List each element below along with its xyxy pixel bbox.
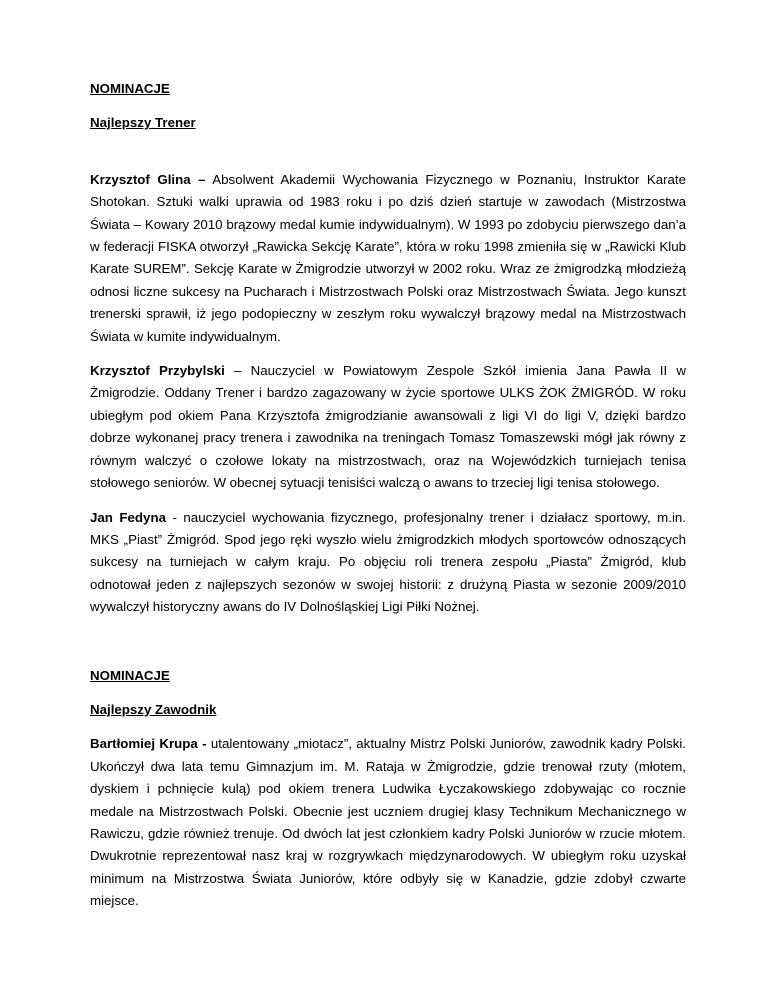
document-page <box>90 78 686 925</box>
nominee-name: Krzysztof Glina – <box>90 171 206 187</box>
nominee-entry <box>90 507 686 619</box>
nominee-name: Jan Fedyna <box>90 509 166 525</box>
section-spacer <box>90 631 686 665</box>
nominee-name: Krzysztof Przybylski <box>90 363 225 379</box>
section-best-athlete <box>90 665 686 913</box>
nominee-description: utalentowany „miotacz”, aktualny Mistrz Polski Juniorów, zawodnik kadry Polski. Ukończył dwa lata temu Gimnazjum im. M. Rataja w Żmigrodzie, gdzie trenował rzuty (młotem, dyskiem i pchnięcie kulą) pod okiem trenera Ludwika Łyczakowskiego zdobywając co rocznie medale na Mistrzostwach Polski. Obecnie jest uczniem drugiej klasy Technikum Mechanicznego w Rawiczu, gdzie również trenuje. Od dwóch lat jest członkiem kadry Polski Juniorów w rzucie młotem. Dwukrotnie reprezentował nasz kraj w rozgrywkach międzynarodowych. W ubiegłym roku uzyskał minimum na Mistrzostwa Świata Juniorów, które odbyły się w Kanadzie, gdzie zdobył czwarte miejsce. <box>90 736 687 909</box>
nominee-name: Bartłomiej Krupa - <box>90 736 207 752</box>
nominee-entry <box>90 360 686 494</box>
nominee-description: - nauczyciel wychowania fizycznego, profesjonalny trener i działacz sportowy, m.in. MKS „Piast” Żmigród. Spod jego ręki wyszło wielu żmigrodzkich młodych sportowców odnoszących sukcesy na turniejach w całym kraju. Po objęciu roli trenera zespołu „Piasta” Żmigród, klub odnotował jeden z najlepszych sezonów w swojej historii: z drużyną Piasta w sezonie 2009/2010 wywalczył historyczny awans do IV Dolnośląskiej Ligi Piłki Nożnej. <box>90 509 686 615</box>
nominee-entry <box>90 733 686 912</box>
nominee-description: – Nauczyciel w Powiatowym Zespole Szkół imienia Jana Pawła II w Żmigrodzie. Oddany Trener i bardzo zagazowany w życie sportowe ULKS ŻOK ŻMIGRÓD. W roku ubiegłym pod okiem Pana Krzysztofa żmigrodzianie awansowali z ligi VI do ligi V, dzięki bardzo dobrze wykonanej pracy trenera i zawodnika na treningach Tomasz Tomaszewski mógł jak równy z równym walczyć o czołowe lokaty na mistrzostwach, oraz na Wojewódzkich turniejach tenisa stołowego seniorów. W obecnej sytuacji tenisiści walczą o awans to trzeciej ligi tenisa stołowego. <box>90 363 687 491</box>
nominations-heading: NOMINACJE <box>90 667 170 683</box>
nominee-entry <box>90 169 686 348</box>
nominations-heading: NOMINACJE <box>90 81 170 96</box>
section-best-coach <box>90 78 686 619</box>
category-heading-best-athlete: Najlepszy Zawodnik <box>90 701 217 717</box>
nominee-description: Absolwent Akademii Wychowania Fizycznego w Poznaniu, Instruktor Karate Shotokan. Sztuki walki uprawia od 1983 roku i po dziś dzień startuje w zawodach (Mistrzostwa Świata – Kowary 2010 brązowy medal kumie indywidualnym). W 1993 po zdobyciu pierwszego dan’a w federacji FISKA otworzył „Rawicka Sekcję Karate”, która w roku 1998 zmieniła się w „Rawicki Klub Karate SUREM”. Sekcję Karate w Żmigrodzie utworzył w 2002 roku. Wraz ze żmigrodzką młodzieżą odnosi liczne sukcesy na Pucharach i Mistrzostwach Polski oraz Mistrzostwach Świata. Jego kunszt trenerski sprawił, iż jego podopieczny w zeszłym roku wywalczył brązowy medal na Mistrzostwach Świata w kumite indywidualnym. <box>90 171 687 344</box>
category-heading-best-coach: Najlepszy Trener <box>90 115 196 131</box>
